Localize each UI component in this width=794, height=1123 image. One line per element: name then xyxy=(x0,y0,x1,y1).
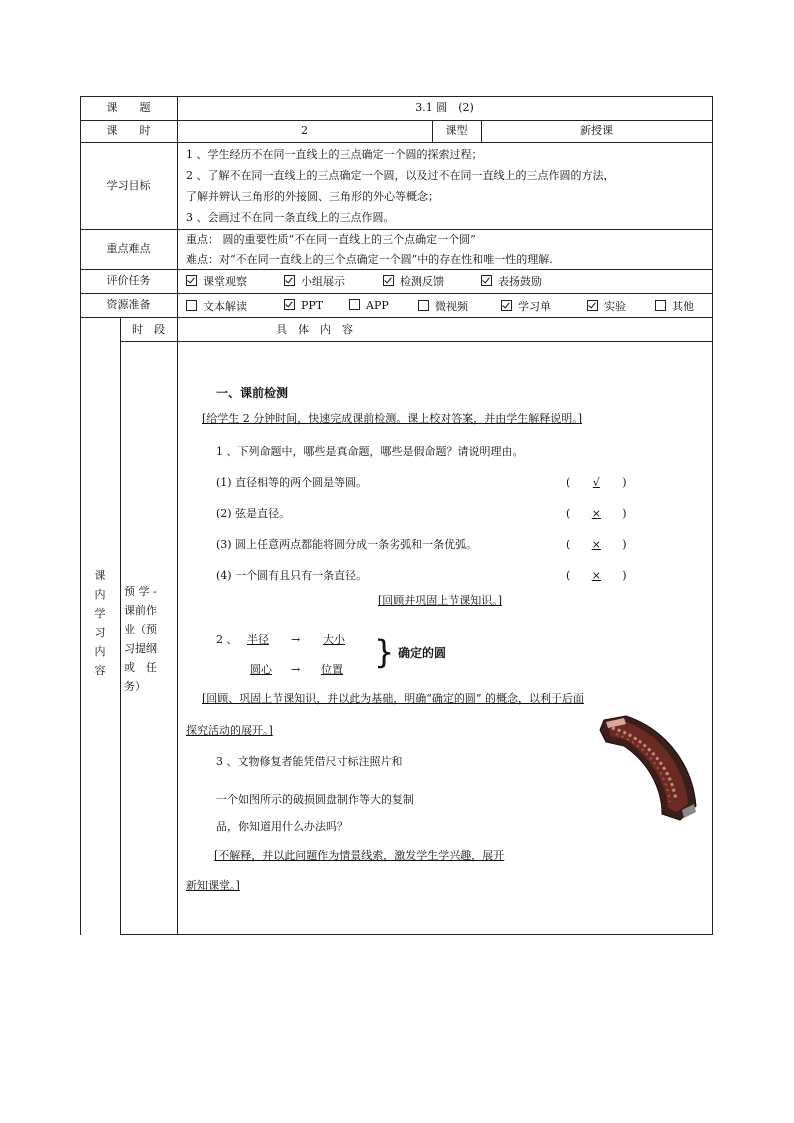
q1-answer-4: ( × ) xyxy=(566,569,627,582)
brace-icon: } xyxy=(374,633,395,671)
q2-radius: 半径 xyxy=(247,633,269,646)
section-title: 一、课前检测 xyxy=(216,386,289,400)
checkbox-checked-icon[interactable] xyxy=(481,275,492,286)
focus-text: 重点： 圆的重要性质“不在同一直线上的三个点确定一个圆” xyxy=(186,233,476,246)
q1-item-4: (4) 一个圆有且只有一条直径。 xyxy=(216,569,368,582)
question-1: 1 、下列命题中，哪些是真命题，哪些是假命题？请说明理由。 xyxy=(216,445,524,458)
col-phase-header: 时 段 xyxy=(132,323,165,336)
q2-result: 确定的圆 xyxy=(398,646,447,660)
eval-item-3[interactable]: 检测反馈 xyxy=(383,274,444,289)
res-item-2[interactable]: PPT xyxy=(284,298,323,312)
period-label: 课 时 xyxy=(106,124,151,137)
review-note: [回顾并巩固上节课知识。] xyxy=(378,594,503,607)
q2-prefix: 2 、 xyxy=(216,633,238,646)
goal-line-3: 了解并辨认三角形的外接圆、三角形的外心等概念； xyxy=(186,190,439,203)
topic-value: 3.1 圆 (2) xyxy=(415,101,474,114)
checkbox-checked-icon[interactable] xyxy=(186,275,197,286)
res-item-4[interactable]: 微视频 xyxy=(418,298,468,314)
goal-line-4: 3 、会画过不在同一条直线上的三点作圆。 xyxy=(186,211,395,224)
q3-line-3: 品，你知道用什么办法吗？ xyxy=(216,820,348,833)
q2-note-1: [回顾、巩固上节课知识，并以此为基础，明确“确定的圆” 的概念，以利于后面 xyxy=(202,692,585,705)
q3-line-1: 3 、文物修复者能凭借尺寸标注照片和 xyxy=(216,755,403,768)
phase-text: 预 学 - 课前作 业（预 习提纲 或 任 务） xyxy=(124,585,157,693)
q2-note-2: 探究活动的展开。] xyxy=(186,724,273,737)
period-value: 2 xyxy=(301,124,308,137)
goals-label: 学习目标 xyxy=(106,179,151,192)
q2-center: 圆心 xyxy=(250,663,272,676)
q1-answer-1: ( √ ) xyxy=(566,476,627,489)
goal-line-2: 2 、了解不在同一直线上的三点确定一个圆，以及过不在同一直线上的三点作圆的方法， xyxy=(186,169,615,182)
checkbox-icon[interactable] xyxy=(186,300,197,311)
eval-item-2[interactable]: 小组展示 xyxy=(284,274,345,289)
checkbox-checked-icon[interactable] xyxy=(501,300,512,311)
difficulty-text: 难点：对“不在同一直线上的三个点确定一个圆”中的存在性和唯一性的理解. xyxy=(186,253,553,266)
side-label: 课 内 学 习 内 容 xyxy=(94,569,106,677)
q3-note-2: 新知课堂。] xyxy=(186,879,240,892)
topic-label: 课 题 xyxy=(106,101,151,114)
arrow-icon: → xyxy=(291,633,301,646)
evaluation-label: 评价任务 xyxy=(106,274,151,287)
checkbox-checked-icon[interactable] xyxy=(587,300,598,311)
q1-item-1: (1) 直径相等的两个圆是等圆。 xyxy=(216,476,368,489)
type-value: 新授课 xyxy=(580,124,613,137)
q1-answer-3: ( × ) xyxy=(566,538,627,551)
type-label: 课型 xyxy=(445,124,468,137)
intro-note: [给学生 2 分钟时间，快速完成课前检测。课上校对答案，并由学生解释说明。] xyxy=(202,412,583,425)
checkbox-icon[interactable] xyxy=(655,300,666,311)
col-content-header: 具 体 内 容 xyxy=(276,323,353,336)
q1-item-2: (2) 弦是直径。 xyxy=(216,507,291,520)
q1-answer-2: ( × ) xyxy=(566,507,627,520)
goal-line-1: 1 、学生经历不在同一直线上的三点确定一个圆的探索过程； xyxy=(186,148,483,161)
res-item-3[interactable]: APP xyxy=(349,298,389,312)
res-item-1[interactable]: 文本解读 xyxy=(186,298,247,314)
resources-label: 资源准备 xyxy=(106,298,151,311)
checkbox-checked-icon[interactable] xyxy=(284,275,295,286)
eval-item-4[interactable]: 表扬鼓励 xyxy=(481,274,542,289)
q2-position: 位置 xyxy=(321,663,343,676)
arrow-icon: → xyxy=(291,663,301,676)
keypoints-label: 重点难点 xyxy=(106,242,151,255)
eval-item-1[interactable]: 课堂观察 xyxy=(186,274,247,289)
q3-note-1: [不解释，并以此问题作为情景线索，激发学生学兴趣，展开 xyxy=(214,849,505,862)
checkbox-checked-icon[interactable] xyxy=(284,299,295,310)
checkbox-checked-icon[interactable] xyxy=(383,275,394,286)
checkbox-icon[interactable] xyxy=(418,300,429,311)
q1-item-3: (3) 圆上任意两点都能将圆分成一条劣弧和一条优弧。 xyxy=(216,538,478,551)
checkbox-icon[interactable] xyxy=(349,299,360,310)
q3-line-2: 一个如图所示的破损圆盘制作等大的复制 xyxy=(216,793,414,806)
q2-size: 大小 xyxy=(323,633,345,646)
res-item-5[interactable]: 学习单 xyxy=(501,298,551,314)
broken-disc-image xyxy=(596,712,700,824)
res-item-7[interactable]: 其他 xyxy=(655,298,694,314)
res-item-6[interactable]: 实验 xyxy=(587,298,626,314)
